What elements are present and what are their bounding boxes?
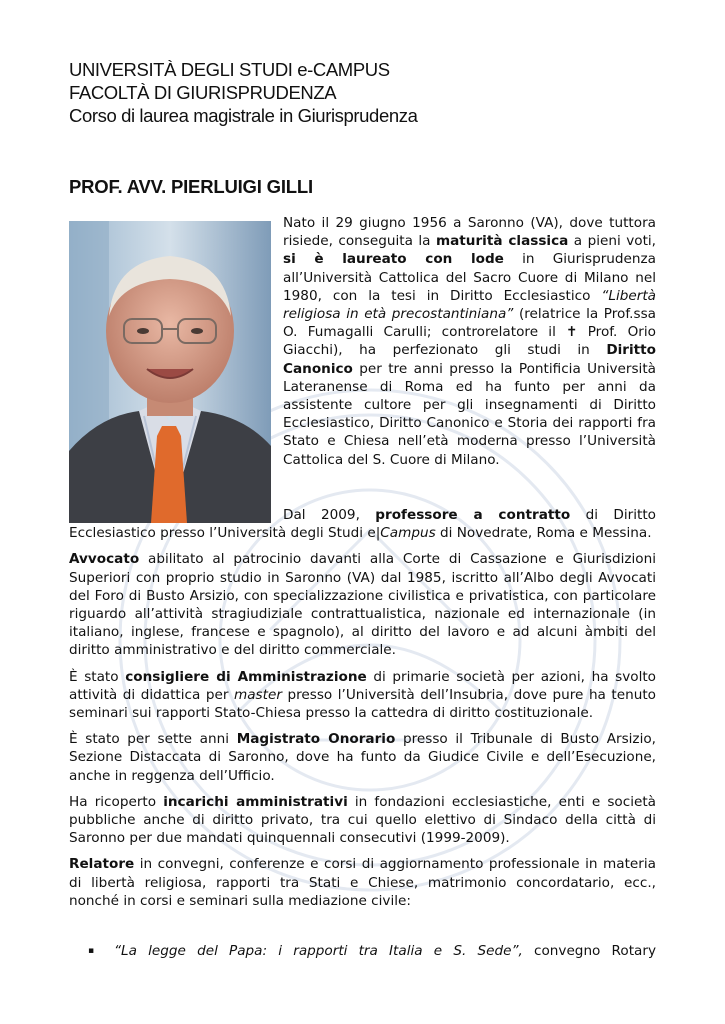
professor-name: PROF. AVV. PIERLUIGI GILLI xyxy=(69,176,313,197)
bio-text-5: per tre anni presso la Pontificia Università Lateranense di Roma ed ha funto per anni da assistente cultore per gli insegnamenti di Diritto Ecclesiastico, Diritto Canonico e Storia dei rapporti fra Stato e Chiesa nell’età moderna presso l’Università Cattolica del S. Cuore di Milano. xyxy=(283,360,656,468)
university-name: UNIVERSITÀ DEGLI STUDI e-CAMPUS xyxy=(69,59,390,80)
bullet-text: “La legge del Papa: i rapporti tra Italia e S. Sede”, convegno Rotary xyxy=(114,943,656,959)
paragraph-magistrato: È stato per sette anni Magistrato Onorario presso il Tribunale di Busto Arsizio, Sezione Distaccata di Saronno, dove ha funto da Giudice Civile e dell’Esecuzione, anche in reggenza dell’Ufficio. xyxy=(69,731,656,784)
biography-intro xyxy=(283,214,656,469)
paragraph-avvocato: Avvocato abilitato al patrocinio davanti alla Corte di Cassazione e Giurisdizioni Superiori con proprio studio in Saronno (VA) dal 1985, iscritto all’Albo degli Avvocati del Foro di Busto Arsizio, con specializzazione civilistica e privatistica, con particolare riguardo all’attività stragiudiziale contrattualistica, nazionale ed internazionale (in italiano, inglese, francese e spagnolo), al diritto del lavoro e ad alcuni àmbiti del diritto amministrativo e del diritto commerciale. xyxy=(69,551,656,659)
bio-text-3: in Giurisprudenza all’Università Cattolica del Sacro Cuore di Milano nel 1980, con la tesi in Diritto Ecclesiastico xyxy=(283,251,656,304)
bio-text-4: (relatrice la Prof.ssa O. Fumagalli Carulli; controrelatore il ✝ Prof. Orio Giacchi), ha perfezionato gli studi in xyxy=(283,306,656,359)
faculty-name: FACOLTÀ DI GIURISPRUDENZA xyxy=(69,82,337,103)
paragraph-incarichi: Ha ricoperto incarichi amministrativi in fondazioni ecclesiastiche, enti e società pubbliche anche di diritto privato, tra cui quello elettivo di Sindaco della città di Saronno per due mandati quinquennali consecutivi (1999-2009). xyxy=(69,793,656,847)
paragraph-consigliere: È stato consigliere di Amministrazione di primarie società per azioni, ha svolto attività di didattica per master presso l’Università dell’Insubria, dove pure ha tenuto seminari sui rapporti Stato-Chiesa presso la cattedra di diritto costituzionale. xyxy=(69,668,656,722)
bio-text-1: Nato il 29 giugno 1956 a Saronno (VA), dove tuttora risiede, conseguita la xyxy=(283,215,656,250)
professor-portrait-photo xyxy=(69,221,271,523)
paragraph-dal-2009: Dal 2009, professore a contratto di Diritto Ecclesiastico presso l’Università degli Studi e|Campus di Novedrate, Roma e Messina. xyxy=(69,507,656,542)
bio-maturita: maturità classica xyxy=(435,233,569,250)
bio-laurea: si è laureato con lode xyxy=(283,251,504,268)
bullet-icon: ▪ xyxy=(88,946,95,956)
bio-text-2: a pieni voti, xyxy=(568,233,656,250)
bio-diritto-canonico: Diritto Canonico xyxy=(283,342,656,377)
university-header xyxy=(69,58,669,127)
course-name: Corso di laurea magistrale in Giurisprudenza xyxy=(69,105,418,126)
bio-thesis-title: “Libertà religiosa in età precostantiniana” xyxy=(283,287,656,323)
main-body xyxy=(69,506,656,910)
list-item xyxy=(88,942,656,960)
paragraph-relatore: Relatore in convegni, conferenze e corsi di aggiornamento professionale in materia di libertà religiosa, rapporti tra Stati e Chiese, matrimonio concordatario, ecc., nonché in corsi e seminari sulla mediazione civile: xyxy=(69,856,656,909)
